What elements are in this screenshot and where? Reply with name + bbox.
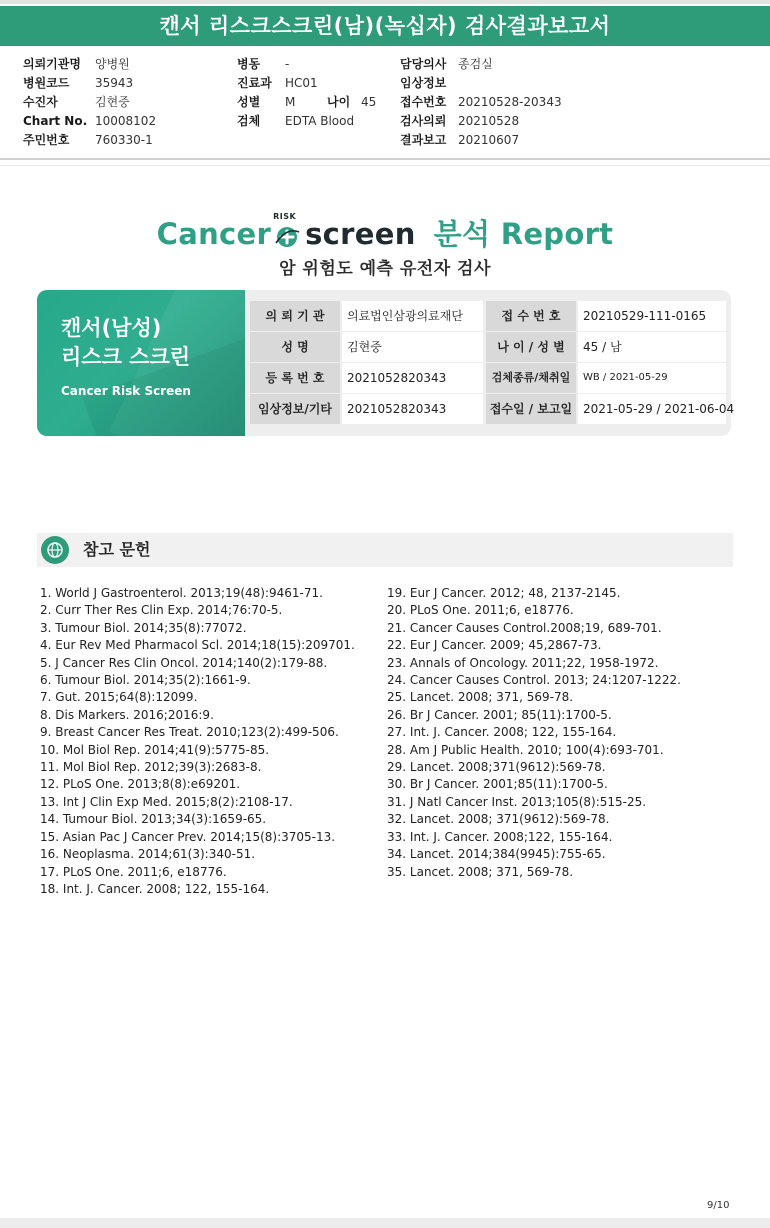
- reference-item: 3. Tumour Biol. 2014;35(8):77072.: [40, 620, 247, 635]
- info-label: 성 명: [250, 332, 340, 362]
- reference-item: 33. Int. J. Cancer. 2008;122, 155-164.: [387, 829, 613, 844]
- globe-icon-glyph: [41, 536, 69, 564]
- reference-item: 22. Eur J Cancer. 2009; 45,2867-73.: [387, 638, 602, 653]
- info-label: 나 이 / 성 별: [486, 332, 576, 362]
- references-title: 참고 문헌: [83, 540, 151, 559]
- brand-cancer-text: Cancer: [156, 217, 272, 251]
- info-value: 2021052820343: [342, 394, 483, 424]
- field-key: 담당의사: [400, 57, 447, 71]
- reference-list-left: [40, 585, 355, 898]
- field-value: 종검실: [458, 57, 493, 71]
- reference-item: 14. Tumour Biol. 2013;34(3):1659-65.: [40, 812, 267, 827]
- header-field: [400, 131, 562, 150]
- field-value: 45: [361, 95, 377, 109]
- reference-item: 32. Lancet. 2008; 371(9612):569-78.: [387, 812, 610, 827]
- brand-screen-text: screen: [305, 217, 416, 251]
- info-value: 김현중: [342, 332, 483, 362]
- info-label: 검체종류/채취일: [486, 363, 576, 393]
- field-value: 양병원: [95, 57, 130, 71]
- field-value: 김현중: [95, 95, 130, 109]
- reference-item: 19. Eur J Cancer. 2012; 48, 2137-2145.: [387, 586, 621, 600]
- field-value: HC01: [285, 76, 318, 90]
- reference-item: 24. Cancer Causes Control. 2013; 24:1207-1222.: [387, 673, 681, 688]
- brand-report-text: 분석 Report: [433, 217, 614, 251]
- reference-item: 28. Am J Public Health. 2010; 100(4):693-701.: [387, 742, 664, 757]
- header-field: [23, 112, 156, 131]
- header-field: [23, 74, 156, 93]
- field-key: 수진자: [23, 95, 58, 109]
- reference-item: 8. Dis Markers. 2016;2016:9.: [40, 707, 214, 722]
- header-col1: [23, 55, 156, 150]
- reference-item: 10. Mol Biol Rep. 2014;41(9):5775-85.: [40, 742, 270, 757]
- top-border: [0, 0, 770, 4]
- references-header: [37, 533, 733, 567]
- reference-item: 16. Neoplasma. 2014;61(3):340-51.: [40, 847, 256, 862]
- field-value: EDTA Blood: [285, 114, 355, 128]
- reference-item: 31. J Natl Cancer Inst. 2013;105(8):515-25.: [387, 794, 647, 809]
- reference-item: 34. Lancet. 2014;384(9945):755-65.: [387, 847, 606, 862]
- reference-item: 25. Lancet. 2008; 371, 569-78.: [387, 690, 574, 705]
- card-title-line: 캔서(남성): [61, 316, 162, 340]
- info-value: 2021052820343: [342, 363, 483, 393]
- header-field: [400, 112, 562, 131]
- reference-list-right: [387, 585, 681, 881]
- field-key: 병동: [237, 57, 261, 71]
- field-key: 병원코드: [23, 76, 70, 90]
- field-key: 접수번호: [400, 95, 447, 109]
- info-value: 2021-05-29 / 2021-06-04: [578, 394, 726, 424]
- field-key: 진료과: [237, 76, 272, 90]
- field-value: M: [285, 95, 296, 109]
- info-label: 임상정보/기타: [250, 394, 340, 424]
- reference-item: 4. Eur Rev Med Pharmacol Scl. 2014;18(15):209701.: [40, 638, 355, 653]
- header-field: [23, 93, 156, 112]
- reference-item: 20. PLoS One. 2011;6, e18776.: [387, 603, 574, 618]
- field-value: 20210528: [458, 114, 520, 128]
- header-field: [237, 93, 376, 112]
- header-col2: [237, 55, 376, 131]
- reference-item: 2. Curr Ther Res Clin Exp. 2014;76:70-5.: [40, 603, 283, 618]
- header-field: [237, 55, 376, 74]
- info-value: 20210529-111-0165: [578, 301, 726, 331]
- field-key: 검체: [237, 114, 261, 128]
- reference-item: 15. Asian Pac J Cancer Prev. 2014;15(8):3705-13.: [40, 829, 336, 844]
- info-value: 45 / 남: [578, 332, 726, 362]
- reference-item: 23. Annals of Oncology. 2011;22, 1958-1972.: [387, 655, 659, 670]
- field-key: Chart No.: [23, 114, 88, 128]
- field-key: 의뢰기관명: [23, 57, 81, 71]
- header-field: [400, 93, 562, 112]
- card-title-line: 리스크 스크린: [61, 345, 191, 369]
- reference-item: 7. Gut. 2015;64(8):12099.: [40, 690, 198, 705]
- reference-item: 9. Breast Cancer Res Treat. 2010;123(2):499-506.: [40, 725, 339, 740]
- header-col3: [400, 55, 562, 150]
- reference-item: 29. Lancet. 2008;371(9612):569-78.: [387, 760, 606, 775]
- risk-tag-text: RISK: [273, 212, 297, 221]
- field-value: -: [285, 57, 290, 71]
- reference-item: 27. Int. J. Cancer. 2008; 122, 155-164.: [387, 725, 617, 740]
- field-key: 주민번호: [23, 133, 70, 147]
- field-key: 성별: [237, 95, 261, 109]
- globe-icon: [41, 536, 69, 564]
- bottom-border: [0, 1218, 770, 1228]
- risk-logo: [271, 212, 305, 248]
- info-label: 등 록 번 호: [250, 363, 340, 393]
- reference-item: 11. Mol Biol Rep. 2012;39(3):2683-8.: [40, 760, 262, 775]
- header-field: [400, 55, 562, 74]
- field-key: 임상정보: [400, 76, 447, 90]
- report-subtitle: 암 위험도 예측 유전자 검사: [279, 259, 491, 279]
- reference-item: 13. Int J Clin Exp Med. 2015;8(2):2108-17.: [40, 794, 293, 809]
- card-subtitle: Cancer Risk Screen: [61, 384, 191, 398]
- field-value: 20210528-20343: [458, 95, 562, 109]
- brand-logo: [0, 212, 770, 253]
- field-value: 10008102: [95, 114, 157, 128]
- header-divider: [0, 158, 770, 160]
- header-field: [23, 131, 156, 150]
- reference-item: 18. Int. J. Cancer. 2008; 122, 155-164.: [40, 881, 270, 896]
- page-number: 9/10: [707, 1200, 730, 1211]
- reference-item: 30. Br J Cancer. 2001;85(11):1700-5.: [387, 777, 608, 792]
- info-label: 의 뢰 기 관: [250, 301, 340, 331]
- card-title: [61, 314, 190, 372]
- reference-item: 26. Br J Cancer. 2001; 85(11):1700-5.: [387, 707, 612, 722]
- info-value: 의료법인삼광의료재단: [342, 301, 483, 331]
- reference-item: 12. PLoS One. 2013;8(8):e69201.: [40, 777, 241, 792]
- header-field: [237, 74, 376, 93]
- report-title: 캔서 리스크스크린(남)(녹십자) 검사결과보고서: [0, 6, 770, 46]
- reference-item: 17. PLoS One. 2011;6, e18776.: [40, 864, 227, 879]
- plus-swoosh-icon: [274, 225, 300, 249]
- field-key: 나이: [327, 95, 351, 109]
- info-value: WB / 2021-05-29: [578, 363, 726, 393]
- header-field: [23, 55, 156, 74]
- header-field: [400, 74, 562, 93]
- card-banner: [37, 290, 245, 436]
- field-value: 20210607: [458, 133, 520, 147]
- info-label: 접수일 / 보고일: [486, 394, 576, 424]
- field-value: 35943: [95, 76, 134, 90]
- field-key: 검사의뢰: [400, 114, 447, 128]
- reference-item: 1. World J Gastroenterol. 2013;19(48):9461-71.: [40, 586, 323, 600]
- reference-item: 21. Cancer Causes Control.2008;19, 689-701.: [387, 620, 662, 635]
- field-value: 760330-1: [95, 133, 153, 147]
- reference-item: 5. J Cancer Res Clin Oncol. 2014;140(2):179-88.: [40, 655, 328, 670]
- info-label: 접 수 번 호: [486, 301, 576, 331]
- reference-item: 35. Lancet. 2008; 371, 569-78.: [387, 864, 574, 879]
- header-field: [237, 112, 376, 131]
- reference-item: 6. Tumour Biol. 2014;35(2):1661-9.: [40, 673, 251, 688]
- field-key: 결과보고: [400, 133, 447, 147]
- header-divider: [0, 165, 770, 166]
